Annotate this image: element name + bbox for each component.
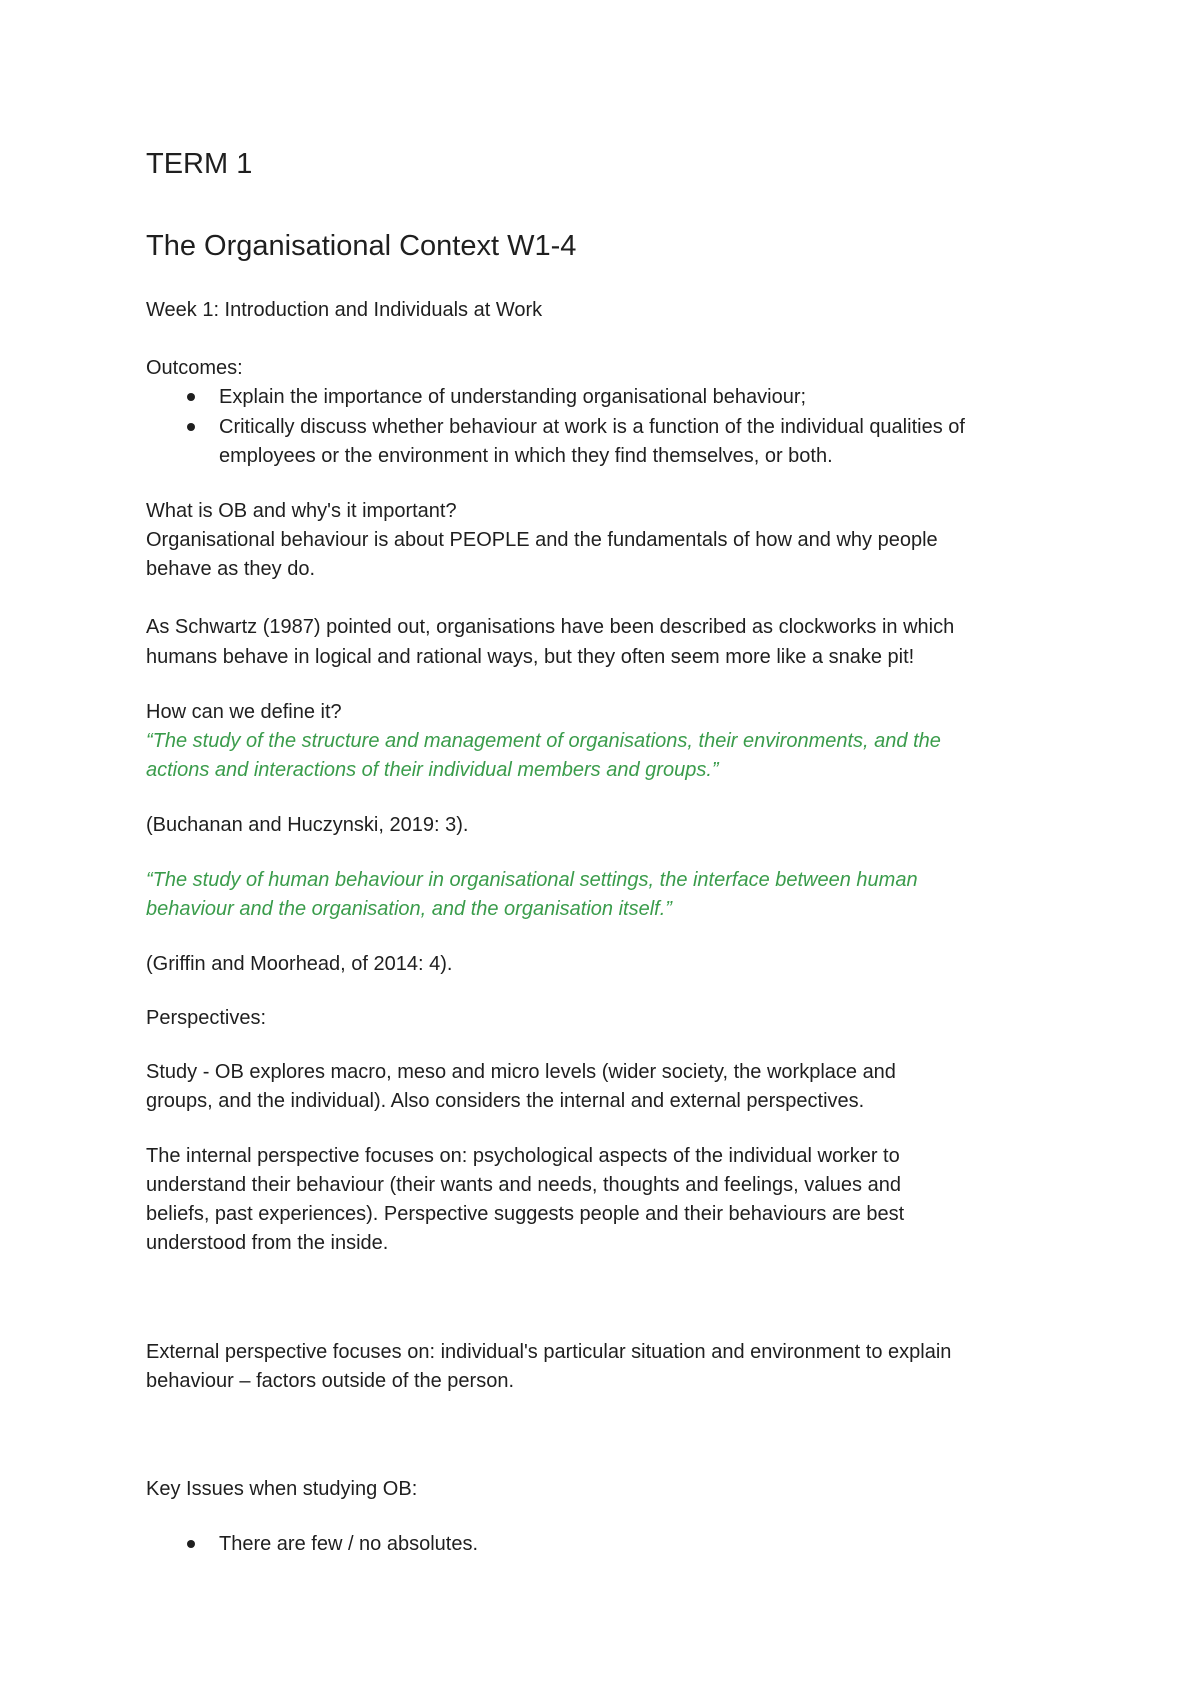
schwartz-line-1: As Schwartz (1987) pointed out, organisations have been described as clockworks in which bbox=[146, 616, 955, 638]
citation-2: (Griffin and Moorhead, of 2014: 4). bbox=[146, 953, 453, 975]
citation-1: (Buchanan and Huczynski, 2019: 3). bbox=[146, 814, 469, 836]
define-question: How can we define it? bbox=[146, 701, 342, 723]
outcome-item-2-line-1: Critically discuss whether behaviour at work is a function of the individual qualities of bbox=[219, 416, 965, 438]
ob-question: What is OB and why's it important? bbox=[146, 500, 457, 522]
external-line-2: behaviour – factors outside of the person. bbox=[146, 1370, 515, 1392]
outcome-item-2-line-2: employees or the environment in which they find themselves, or both. bbox=[219, 445, 833, 467]
definition-quote-1-line-1: “The study of the structure and management of organisations, their environments, and the bbox=[146, 730, 941, 752]
bullet-icon bbox=[187, 423, 195, 431]
outcomes-label: Outcomes: bbox=[146, 357, 243, 379]
bullet-icon bbox=[187, 1540, 195, 1548]
schwartz-line-2: humans behave in logical and rational ways, but they often seem more like a snake pit! bbox=[146, 646, 915, 668]
ob-answer-line-1: Organisational behaviour is about PEOPLE and the fundamentals of how and why people bbox=[146, 529, 938, 551]
definition-quote-2-line-1: “The study of human behaviour in organisational settings, the interface between human bbox=[146, 869, 918, 891]
study-line-2: groups, and the individual). Also considers the internal and external perspectives. bbox=[146, 1090, 865, 1112]
section-heading: The Organisational Context W1-4 bbox=[146, 230, 577, 262]
bullet-icon bbox=[187, 393, 195, 401]
internal-line-2: understand their behaviour (their wants and needs, thoughts and feelings, values and bbox=[146, 1174, 901, 1196]
internal-line-4: understood from the inside. bbox=[146, 1232, 389, 1254]
perspectives-label: Perspectives: bbox=[146, 1007, 267, 1029]
internal-line-1: The internal perspective focuses on: psychological aspects of the individual worker to bbox=[146, 1145, 900, 1167]
external-line-1: External perspective focuses on: individual's particular situation and environment to explain bbox=[146, 1341, 952, 1363]
key-issues-label: Key Issues when studying OB: bbox=[146, 1478, 418, 1500]
outcome-item-1: Explain the importance of understanding organisational behaviour; bbox=[219, 386, 807, 408]
definition-quote-2-line-2: behaviour and the organisation, and the organisation itself.” bbox=[146, 898, 672, 920]
study-line-1: Study - OB explores macro, meso and micro levels (wider society, the workplace and bbox=[146, 1061, 896, 1083]
internal-line-3: beliefs, past experiences). Perspective suggests people and their behaviours are best bbox=[146, 1203, 905, 1225]
ob-answer-line-2: behave as they do. bbox=[146, 558, 316, 580]
document-title: TERM 1 bbox=[146, 148, 253, 180]
week-label: Week 1: Introduction and Individuals at Work bbox=[146, 299, 543, 321]
definition-quote-1-line-2: actions and interactions of their individual members and groups.” bbox=[146, 759, 719, 781]
key-issue-item-1: There are few / no absolutes. bbox=[219, 1533, 479, 1555]
